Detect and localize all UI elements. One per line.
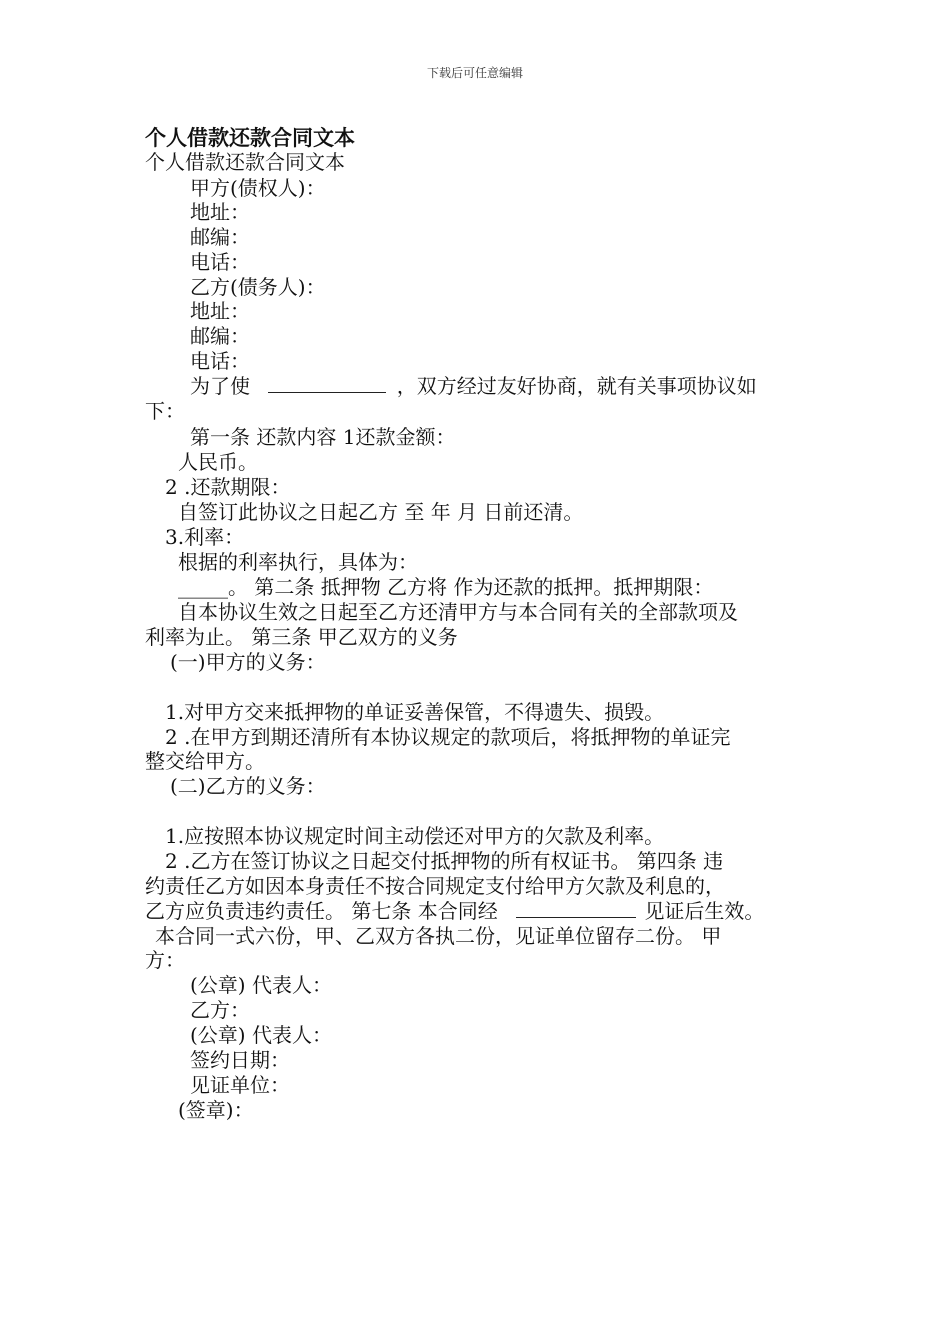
interest-label: 3.利率： (165, 525, 245, 549)
witness-unit: 见证单位： (190, 1073, 290, 1097)
party-a-duties-heading: (一)甲方的义务： (170, 650, 326, 674)
party-a-seal-representative: (公章) 代表人： (190, 973, 332, 997)
witness-blank (516, 899, 636, 918)
header-note: 下载后可任意编辑 (426, 66, 523, 80)
subtitle-line: 个人借款还款合同文本 (145, 150, 345, 174)
article-3-line: 利率为止。 第三条 甲乙双方的义务 (145, 625, 458, 649)
purpose-blank (268, 374, 386, 393)
signing-date: 签约日期： (190, 1048, 290, 1072)
repayment-term-label: 2 .还款期限： (165, 475, 291, 499)
article-7-line (145, 899, 764, 923)
party-b-duties-heading: (二)乙方的义务： (170, 774, 326, 798)
interest-text: 根据的利率执行，具体为： (178, 550, 418, 574)
purpose-continued: 下： (145, 399, 185, 423)
party-a-address: 地址： (190, 200, 250, 224)
currency-line: 人民币。 (178, 450, 258, 474)
collateral-period-line: 自本协议生效之日起至乙方还清甲方与本合同有关的全部款项及 (178, 600, 738, 624)
party-b-phone: 电话： (190, 349, 250, 373)
purpose-prefix: 为了使 (190, 374, 250, 398)
purpose-suffix: ，双方经过友好协商，就有关事项协议如 (396, 374, 757, 398)
document-title: 个人借款还款合同文本 (145, 125, 355, 150)
article-7-prefix: 乙方应负责违约责任。 第七条 本合同经 (145, 899, 498, 923)
party-a-label: 甲方(债权人)： (190, 176, 326, 200)
party-b-sign-label: 乙方： (190, 998, 250, 1022)
article-4-line: 约责任乙方如因本身责任不按合同规定支付给甲方欠款及利息的， (145, 874, 725, 898)
party-b-address: 地址： (190, 299, 250, 323)
purpose-line (190, 374, 757, 398)
party-b-label: 乙方(债务人)： (190, 275, 326, 299)
party-a-duty-2-continued: 整交给甲方。 (145, 749, 265, 773)
signature-seal: (签章)： (178, 1098, 254, 1122)
party-a-phone: 电话： (190, 250, 250, 274)
party-a-postcode: 邮编： (190, 225, 250, 249)
party-b-postcode: 邮编： (190, 324, 250, 348)
party-a-duty-1: 1.对甲方交来抵押物的单证妥善保管，不得遗失、损毁。 (165, 700, 665, 724)
party-b-duty-2: 2 .乙方在签订协议之日起交付抵押物的所有权证书。 第四条 违 (165, 849, 724, 873)
article-7-suffix: 见证后生效。 (644, 899, 765, 923)
party-b-seal-representative: (公章) 代表人： (190, 1023, 332, 1047)
repayment-term-text: 自签订此协议之日起乙方 至 年 月 日前还清。 (178, 500, 584, 524)
party-b-duty-1: 1.应按照本协议规定时间主动偿还对甲方的欠款及利率。 (165, 824, 665, 848)
article-1-heading: 第一条 还款内容 1还款金额： (190, 425, 456, 449)
party-a-duty-2: 2 .在甲方到期还清所有本协议规定的款项后，将抵押物的单证完 (165, 725, 731, 749)
copies-line: 本合同一式六份，甲、乙双方各执二份，见证单位留存二份。 甲 (155, 924, 722, 948)
article-2-line: _____。 第二条 抵押物 乙方将 作为还款的抵押。抵押期限： (178, 575, 714, 599)
party-a-sign-label: 方： (145, 948, 185, 972)
